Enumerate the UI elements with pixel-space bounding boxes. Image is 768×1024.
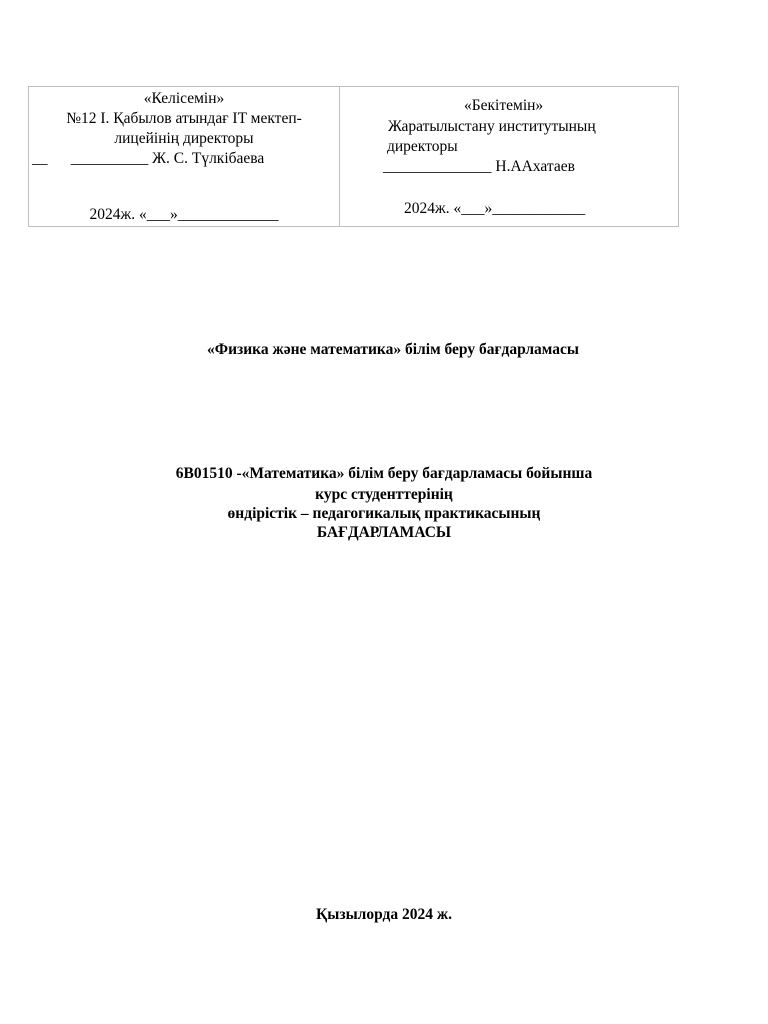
agreement-title: «Келісемін» [143,90,225,107]
footer-city-year: Қызылорда 2024 ж. [316,906,452,923]
agreement-school-line: №12 І. Қабылов атындағ IT мектеп- [66,110,302,127]
approval-table [28,86,679,227]
document-title-line1: 6В01510 -«Математика» білім беру бағдарламасы бойынша [175,465,593,482]
document-title-line3: өндірістік – педагогикалық практикасының [227,505,541,522]
approval-cell [340,87,678,226]
approval-position-line: директоры [387,138,458,155]
program-title: «Физика және математика» білім беру бағдарламасы [207,341,579,358]
approval-title: «Бекітемін» [464,97,544,114]
document-title-line2: курс студенттерінің [315,486,453,503]
approval-institute-line: Жаратылыстану институтының [388,118,596,135]
agreement-cell [29,87,340,226]
approval-date-line: 2024ж. «___»____________ [404,200,586,217]
approval-signature-line: ______________ Н.ААхатаев [383,158,575,175]
document-title-line4: БАҒДАРЛАМАСЫ [316,524,452,541]
agreement-position-line: лицейінің директоры [114,130,254,147]
agreement-signature-line: __ __________ Ж. С. Түлкібаева [32,150,265,167]
agreement-date-line: 2024ж. «___»_____________ [89,206,279,223]
